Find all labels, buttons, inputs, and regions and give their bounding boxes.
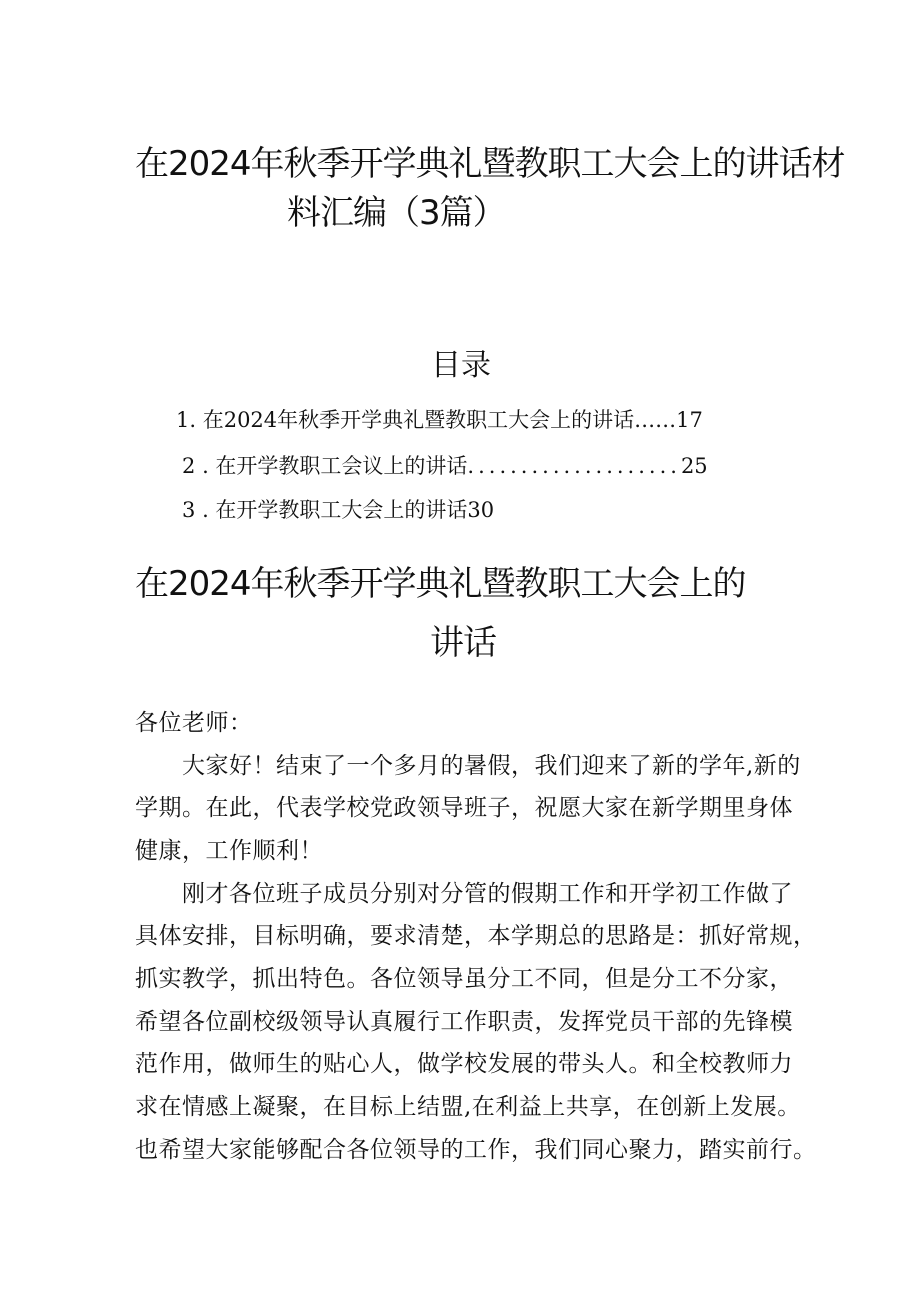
paragraph-line: 大家好！结束了一个多月的暑假，我们迎来了新的学年,新的 bbox=[182, 753, 801, 779]
paragraph-line: 希望各位副校级领导认真履行工作职责，发挥党员干部的先锋模 bbox=[135, 1009, 793, 1035]
paragraph-line: 也希望大家能够配合各位领导的工作，我们同心聚力，踏实前行。 bbox=[135, 1137, 817, 1163]
toc-heading: 目录 bbox=[431, 348, 491, 383]
speech-title-line1: 在2024年秋季开学典礼暨教职工大会上的 bbox=[135, 564, 746, 604]
toc-item-2-label: . 在开学教职工会议上的讲话 bbox=[202, 454, 468, 478]
toc-item-2-number: 2 bbox=[182, 454, 196, 478]
paragraph-line: 学期。在此，代表学校党政领导班子，祝愿大家在新学期里身体 bbox=[135, 795, 793, 821]
document-title-line2: 料汇编（3篇） bbox=[287, 193, 506, 233]
paragraph-line: 具体安排，目标明确，要求清楚，本学期总的思路是：抓好常规， bbox=[135, 923, 817, 949]
paragraph-line: 抓实教学，抓出特色。各位领导虽分工不同，但是分工不分家， bbox=[135, 966, 793, 992]
salutation: 各位老师： bbox=[135, 710, 253, 736]
paragraph-line: 求在情感上凝聚，在目标上结盟,在利益上共享，在创新上发展。 bbox=[135, 1094, 801, 1120]
toc-item-3-label: . 在开学教职工大会上的讲话30 bbox=[202, 498, 495, 522]
speech-title-line2: 讲话 bbox=[430, 623, 496, 663]
paragraph-line: 刚才各位班子成员分别对分管的假期工作和开学初工作做了 bbox=[182, 881, 793, 907]
document-title-line1: 在2024年秋季开学典礼暨教职工大会上的讲话材 bbox=[135, 144, 845, 184]
toc-item-3-number: 3 bbox=[182, 498, 196, 522]
toc-item-2-leader: .................... bbox=[467, 454, 681, 478]
toc-item-2 bbox=[182, 450, 708, 480]
toc-item-3 bbox=[182, 494, 494, 524]
paragraph-line: 健康，工作顺利！ bbox=[135, 838, 323, 864]
toc-item-2-page: 25 bbox=[680, 454, 708, 478]
paragraph-line: 范作用，做师生的贴心人，做学校发展的带头人。和全校教师力 bbox=[135, 1051, 793, 1077]
toc-item-1: 1. 在2024年秋季开学典礼暨教职工大会上的讲话……17 bbox=[176, 408, 703, 432]
